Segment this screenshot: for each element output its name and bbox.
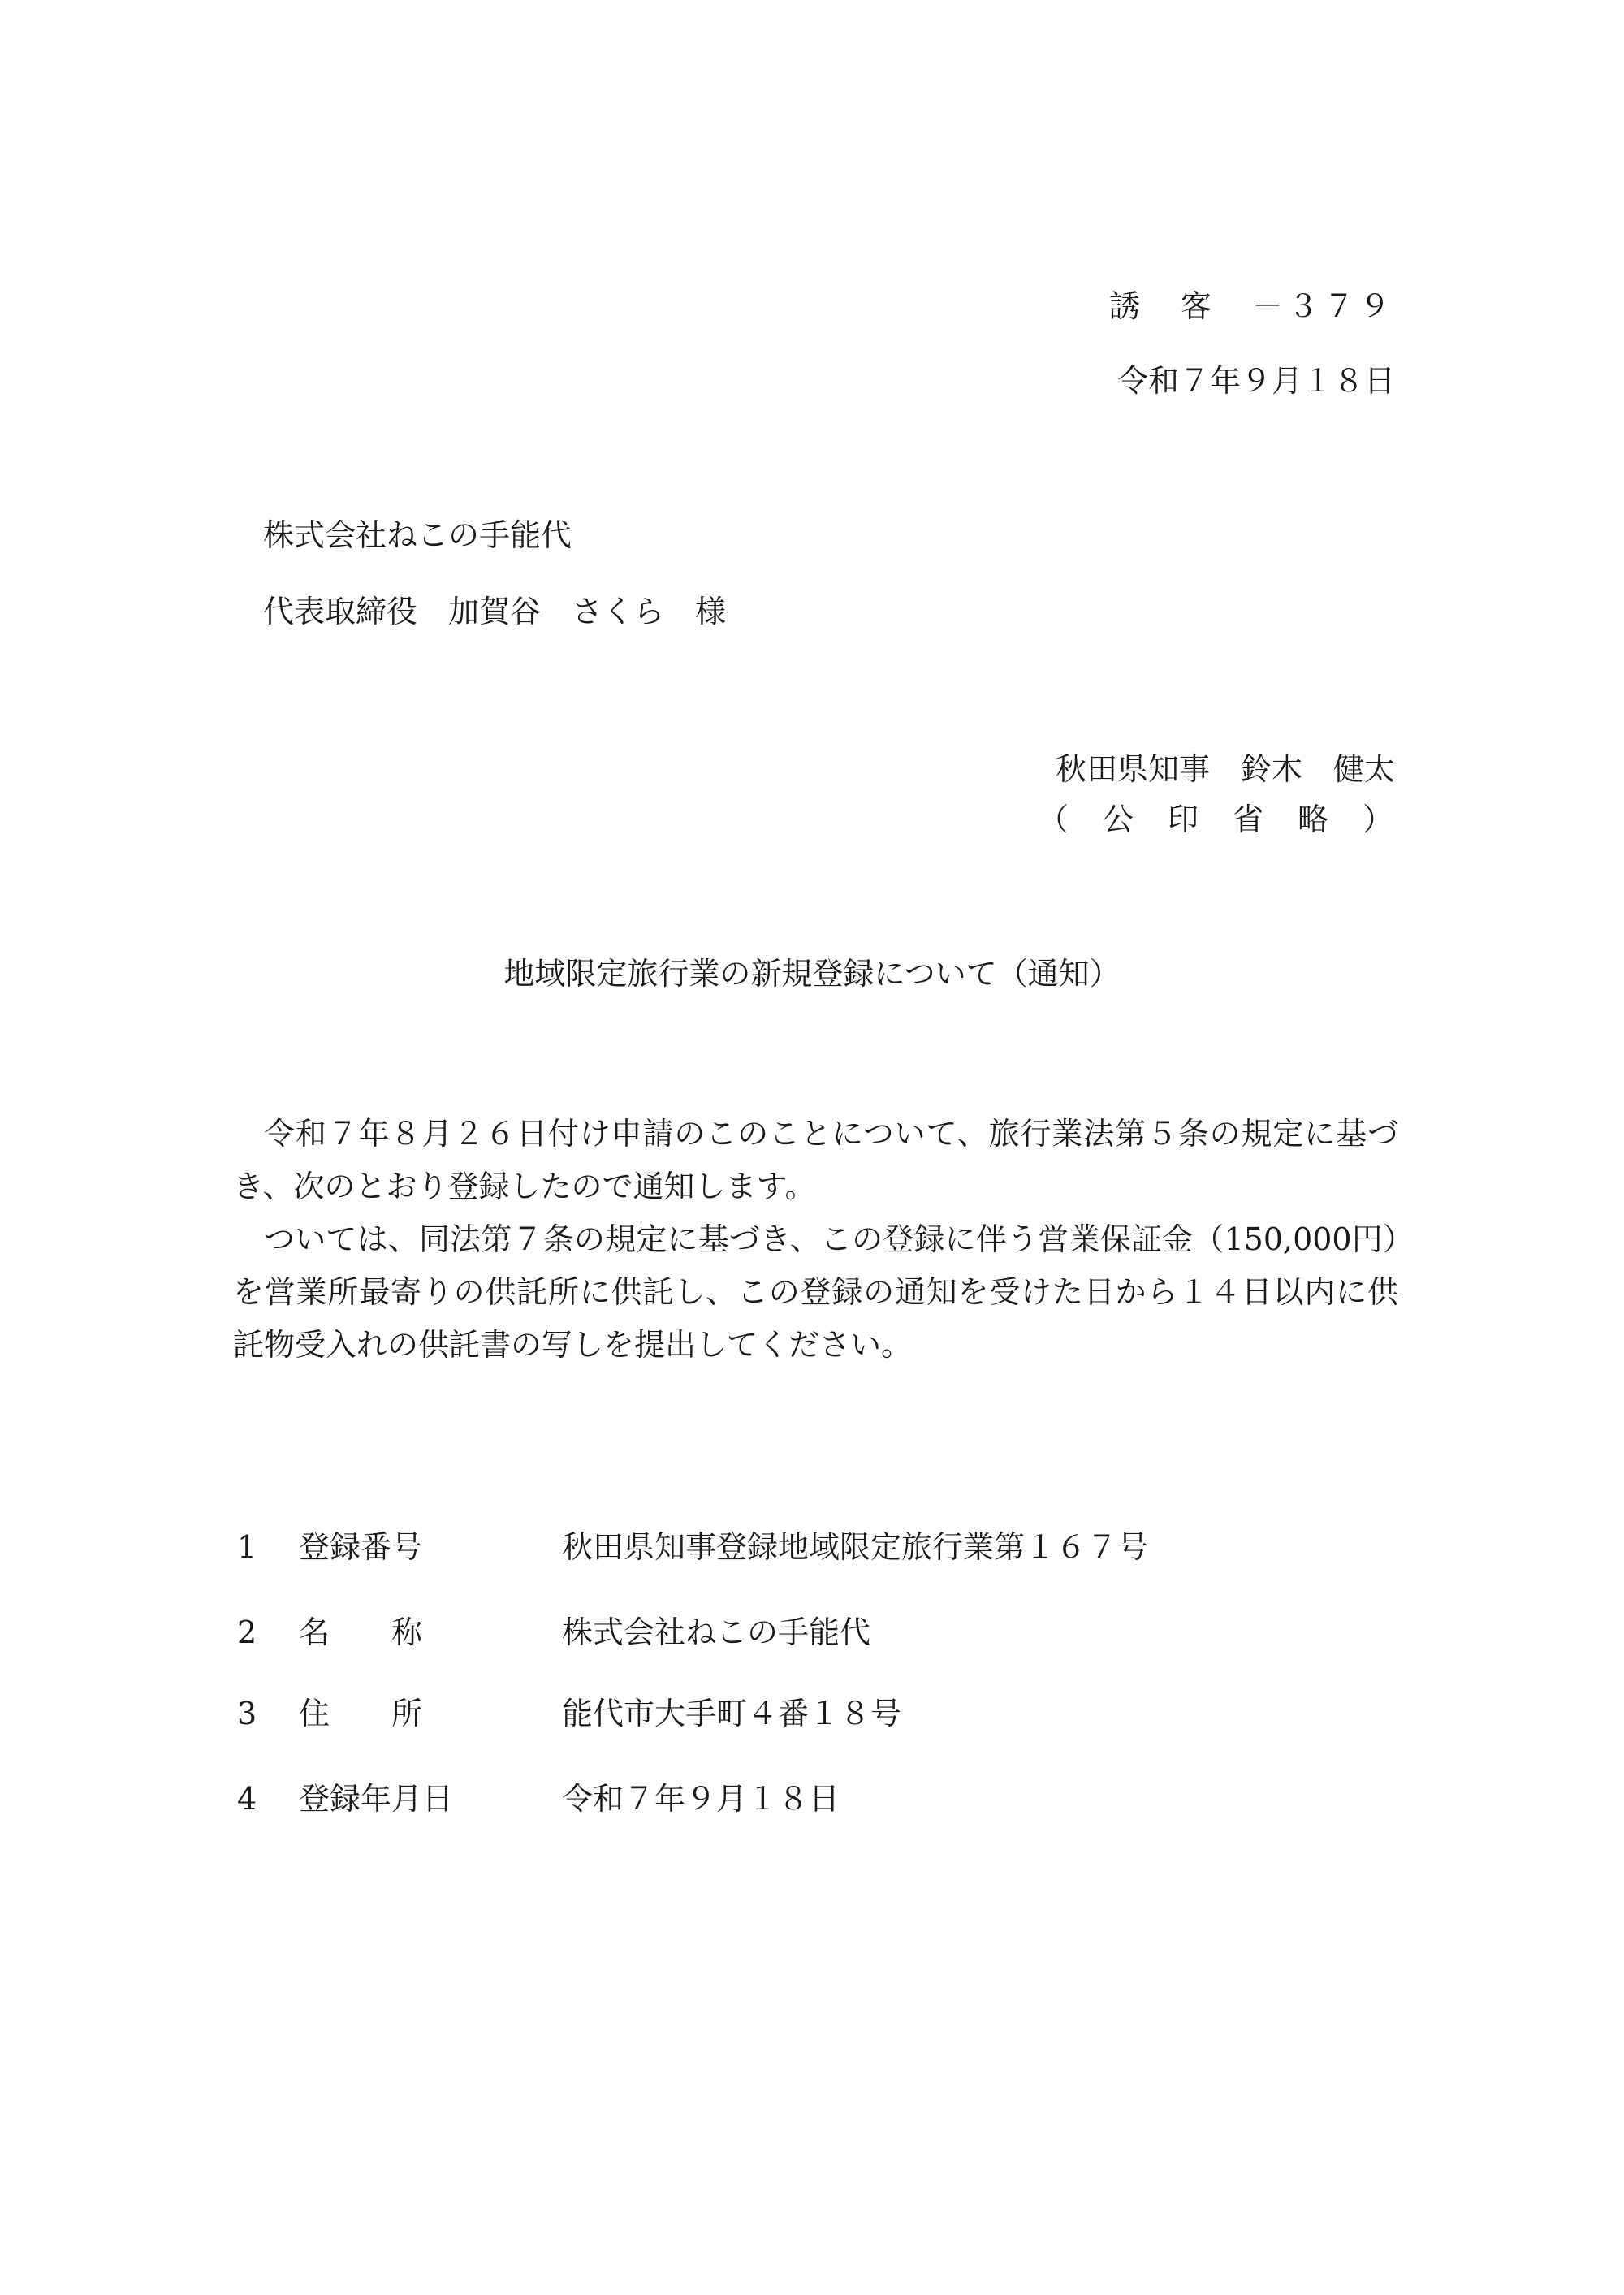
item-label: 住 所 [299, 1696, 423, 1731]
item-label: 登録年月日 [299, 1781, 454, 1817]
document-title: 地域限定旅行業の新規登録について（通知） [503, 956, 1121, 992]
item-value: 能代市大手町４番１８号 [562, 1696, 902, 1731]
addressee-person: 代表取締役 加賀谷 さくら 様 [263, 594, 727, 629]
item-number: 4 [237, 1781, 257, 1817]
body-paragraph-1: 令和７年８月２６日付け申請のこのことについて、旅行業法第５条の規定に基づき、次のとおり登録したので通知します。 [233, 1116, 1398, 1204]
item-value: 株式会社ねこの手能代 [562, 1614, 871, 1650]
body-text [233, 1108, 1398, 1372]
addressee-company: 株式会社ねこの手能代 [263, 517, 572, 553]
document-number: 誘 客 －３７９ [1108, 288, 1395, 324]
item-value: 令和７年９月１８日 [562, 1781, 840, 1817]
item-label: 名 称 [299, 1614, 423, 1650]
seal-omitted-note: （ 公 印 省 略 ） [1037, 802, 1395, 837]
item-value: 秋田県知事登録地域限定旅行業第１６７号 [562, 1529, 1149, 1565]
document-date: 令和７年９月１８日 [1116, 363, 1395, 399]
item-number: 1 [237, 1529, 257, 1565]
item-label: 登録番号 [299, 1529, 423, 1565]
body-paragraph-2: ついては、同法第７条の規定に基づき、この登録に伴う営業保証金（150,000円）を営業所最寄りの供託所に供託し、この登録の通知を受けた日から１４日以内に供託物受入れの供託書の写しを提出してください。 [233, 1221, 1398, 1363]
item-number: 3 [237, 1696, 257, 1731]
item-number: 2 [237, 1614, 257, 1650]
sender-name: 秋田県知事 鈴木 健太 [1055, 751, 1395, 787]
